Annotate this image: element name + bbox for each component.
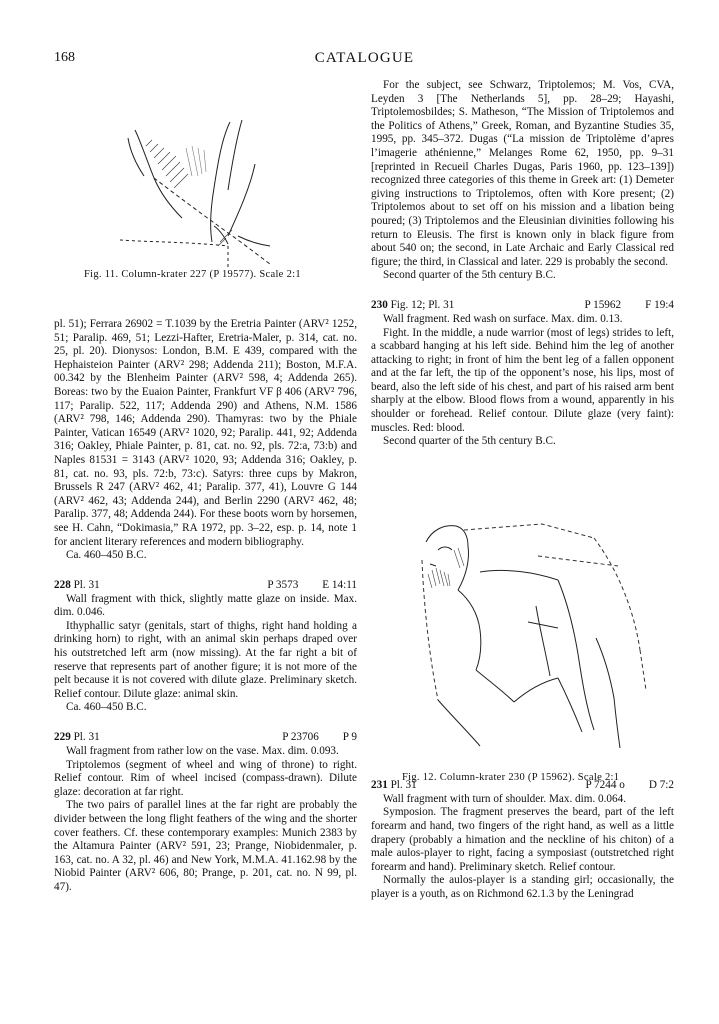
entry-229-commentary: The two pairs of parallel lines at the far right are probably the divider between the long flight feathers of the wing and the shorter cover feathers. Cf. these contemporary examples: Munich 2383 by the Altamura Painter (ARV² 591, 23; Prange, Niobidenmaler, p. 163, cat. no. A 32, pl. 46) and New York, M.M.A. 41.162.98 by the Niobid Painter (ARV² 606, 80; Prange, p. 201, cat. no. N 99, pl. 47).: [54, 799, 357, 893]
entry-229-bibliography: For the subject, see Schwarz, Triptolemos; M. Vos, CVA, Leyden 3 [The Netherlands 5], pp. 28–29; Hayashi, Triptolemosbildes; S. Matheson, “The Mission of Triptolemos and the Politics of Athens,” Greek, Roman, and Byzantine Studies 35, 1995, pp. 345–372. Dugas (“La mission de Triptolème d’apres l’imagerie athénienne,” Melanges Rome 62, 1950, pp. 9–31 [reprinted in Recueil Charles Dugas, Paris 1960, pp. 123–139]) recognized three categories of this theme in Greek art: (1) Demeter giving instructions to Triptolemos, often with Kore present; (2) Triptolemos about to set off on his mission and a libation being poured; (3) Triptolemos and the Eleusinian divinities following his return to Eleusis. The first is known only in black figure from about 540 on; the second, in Late Archaic and Early Classical red figure; the third, in Classical and later. 229 is probably the second.: [371, 79, 674, 268]
entry-number: 231: [371, 778, 388, 791]
entry-231-subject: Symposion. The fragment preserves the beard, part of the left forearm and hand, two fingers of the right hand, as well as a little drapery (probably a himation and the neckline of his chiton) of a male aulos-player to right, facing a symposiast (outstretched right forearm and hand). Preliminary sketch. Relief contour.: [371, 806, 674, 873]
entry-228-description: Wall fragment with thick, slightly matte glaze on inside. Max. dim. 0.046.: [54, 592, 357, 619]
figure-12-caption: Fig. 12. Column-krater 230 (P 15962). Scale 2:1: [402, 772, 620, 783]
inventory-number: P 15962: [584, 298, 622, 311]
entry-228-subject: Ithyphallic satyr (genitals, start of thighs, right hand holding a drinking horn) to right, with an animal skin perhaps draped over his outstretched left arm (now missing). At the far right a bit of reserve that represents part of another figure; it is not more of the pelt because it is not covered with dilute glaze. Preliminary sketch. Relief contour. Dilute glaze: animal skin.: [54, 619, 357, 700]
entry-plate: Fig. 12; Pl. 31: [390, 298, 455, 311]
figure-11-drawing: [110, 118, 285, 278]
entry-230-subject: Fight. In the middle, a nude warrior (most of legs) strides to left, a scabbard hanging at his left side. Behind him the leg of another attacking to right; in front of him the bent leg of a fallen opponent and at the far left, the tip of the opponent’s nose, his lips, most of beard, also the left side of his chest, and part of his raised arm bent sharply at the elbow. Blood flows from a wound, apparently in his shoulder or forehead. Relief contour. Dilute glaze (very faint): muscles. Red: blood.: [371, 326, 674, 434]
entry-230-heading: [371, 298, 674, 312]
entry-number: 230: [371, 298, 388, 311]
deposit-location: E 14:11: [322, 578, 357, 591]
figure-11-caption: Fig. 11. Column-krater 227 (P 19577). Scale 2:1: [84, 269, 301, 280]
page-number: 168: [54, 50, 75, 65]
entry-date: Second quarter of the 5th century B.C.: [383, 435, 556, 448]
page-header: [54, 50, 675, 70]
deposit-location: P 9: [342, 731, 357, 744]
running-title: CATALOGUE: [314, 50, 415, 66]
entry-229-heading: [54, 730, 357, 744]
continued-paragraph: pl. 51); Ferrara 26902 = T.1039 by the Eretria Painter (ARV² 1252, 51; Paralip. 469, 51; Lezzi-Hafter, Eretria-Maler, p. 314, cat. no. 25, pl. 20). Dionysos: London, B.M. E 439, compared with the Hephaisteion Painter (ARV² 298; Addenda 211); Boston, M.F.A. 00.342 by the Blenheim Painter (ARV² 598, 4; Addenda 265). Boreas: two by the Euaion Painter, Frankfurt VF β 406 (ARV² 796, 117; Paralip. 522, 117; Addenda 290) and Athens, N.M. 1586 (ARV² 798, 146; Addenda 290). Thamyras: two by the Phiale Painter, Vatican 16549 (ARV² 1020, 92; Paralip. 441, 92; Addenda 316; Oakley, Phiale Painter, p. 81, cat. no. 92, pls. 72:a, 73:b) and Naples 81531 = 3143 (ARV² 1020, 93; Addenda 316; Oakley, p. 81, cat. no. 93, pls. 72:b, 73:c). Satyrs: three cups by Makron, Brussels R 247 (ARV² 462, 41; Paralip. 377, 41), Louvre G 144 (ARV² 462, 43; Addenda 244), and Berlin 2290 (ARV² 462, 48; Paralip. 377, 48; Addenda 244). For these boots worn by horsemen, see H. Cahn, “Dokimasia,” RA 1972, pp. 3–22, esp. p. 14, note 1 for ancient literary references and modern bibliography.: [54, 318, 357, 548]
inventory-number: P 23706: [282, 731, 319, 744]
deposit-location: F 19:4: [645, 298, 674, 311]
entry-date: Second quarter of the 5th century B.C.: [383, 269, 556, 282]
entry-231-description: Wall fragment with turn of shoulder. Max. dim. 0.064.: [383, 792, 627, 805]
entry-plate: Pl. 31: [73, 578, 100, 591]
entry-date: Ca. 460–450 B.C.: [66, 701, 147, 714]
entry-plate: Pl. 31: [73, 731, 100, 744]
entry-231-commentary: Normally the aulos-player is a standing girl; occasionally, the player is a youth, as on Richmond 62.1.3 by the Leningrad: [371, 874, 674, 900]
entry-229-description: Wall fragment from rather low on the vase. Max. dim. 0.093.: [66, 745, 339, 758]
entry-229-subject: Triptolemos (segment of wheel and wing of throne) to right. Relief contour. Rim of wheel incised (compass-drawn). Dilute glaze: decoration at far right.: [54, 758, 357, 798]
entry-number: 228: [54, 578, 71, 591]
figure-12-drawing: [418, 520, 648, 755]
entry-230-description: Wall fragment. Red wash on surface. Max. dim. 0.13.: [383, 312, 623, 325]
entry-date: Ca. 460–450 B.C.: [66, 549, 147, 562]
entry-228-heading: [54, 578, 357, 592]
entry-plate: Pl. 31: [390, 778, 417, 791]
inventory-number: P 3573: [267, 578, 299, 591]
deposit-location: D 7:2: [648, 778, 674, 791]
left-column: [54, 318, 357, 895]
entry-number: 229: [54, 731, 71, 744]
inventory-number: P 7244 o: [585, 778, 625, 791]
